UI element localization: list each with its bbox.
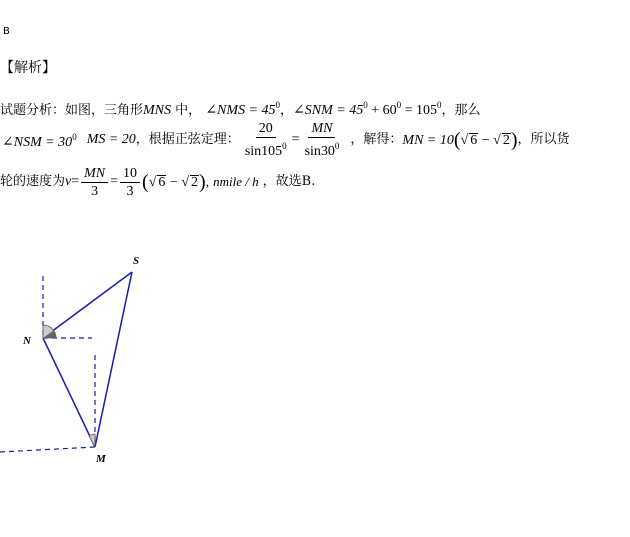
line3-tail: ，故选B. <box>262 174 316 189</box>
ms-length: MS = 20 <box>86 132 136 147</box>
velocity-fraction-2: $\frac{10}{3}$ <box>120 165 140 200</box>
sine-fraction-1: $\frac{20}{\sin 105^0}$ <box>244 121 287 159</box>
line1-mid: 中， <box>175 103 202 118</box>
triangle-name: MNS <box>143 103 172 118</box>
side-ns <box>43 272 132 338</box>
velocity-radical: (√ 6 − √ 2), <box>142 170 210 193</box>
angle-mark-m <box>89 434 95 447</box>
line3-intro: 轮的速度为 <box>0 174 66 189</box>
velocity-symbol: v <box>65 174 72 189</box>
analysis-line-3: 轮的速度为 v = $\frac{MN}{3}$ = $\frac{10}{3}$ (√ 6 − √ 2), nmile / h ，故选B. <box>0 165 316 199</box>
line2-tail: ，所以货 <box>517 132 570 147</box>
side-nm <box>43 338 95 447</box>
mn-result: MN = 10(√ 6 − √ 2) <box>402 128 518 151</box>
line1-intro: 试题分析：如图，三角形 <box>0 103 144 118</box>
vertex-label-n: N <box>23 335 31 347</box>
analysis-line-2: ∠NSM = $30^0$ MS = 20 ，根据正弦定理： $\frac{20}{\sin 105^0}$ = $\frac{MN}{\sin 30^0}$ ，解得： MN = 10(√ 6 − √ 2) ，所以货 <box>2 121 570 159</box>
west-line-m <box>0 447 95 452</box>
angle-nms: ∠NMS = $45^0$ <box>205 100 280 118</box>
analysis-heading: 【解析】 <box>0 60 56 76</box>
line1-sep: ， <box>280 103 294 118</box>
answer-label: B <box>3 26 10 37</box>
side-sm <box>95 272 132 447</box>
speed-unit: nmile / h <box>213 174 259 189</box>
vertex-label-s: S <box>133 255 140 267</box>
line2-law: ，根据正弦定理： <box>135 132 240 147</box>
line2-solve: ，解得： <box>350 132 403 147</box>
velocity-fraction-1: $\frac{MN}{3}$ <box>81 165 108 200</box>
line1-tail: ，那么 <box>441 103 481 118</box>
angle-nsm: ∠NSM = $30^0$ <box>2 132 77 150</box>
sine-fraction-2: $\frac{MN}{\sin 30^0}$ <box>304 121 340 159</box>
vertex-label-m: M <box>96 453 106 465</box>
angle-snm: ∠SNM = $45^0 + 60^0 = 105^0$ <box>293 100 442 118</box>
